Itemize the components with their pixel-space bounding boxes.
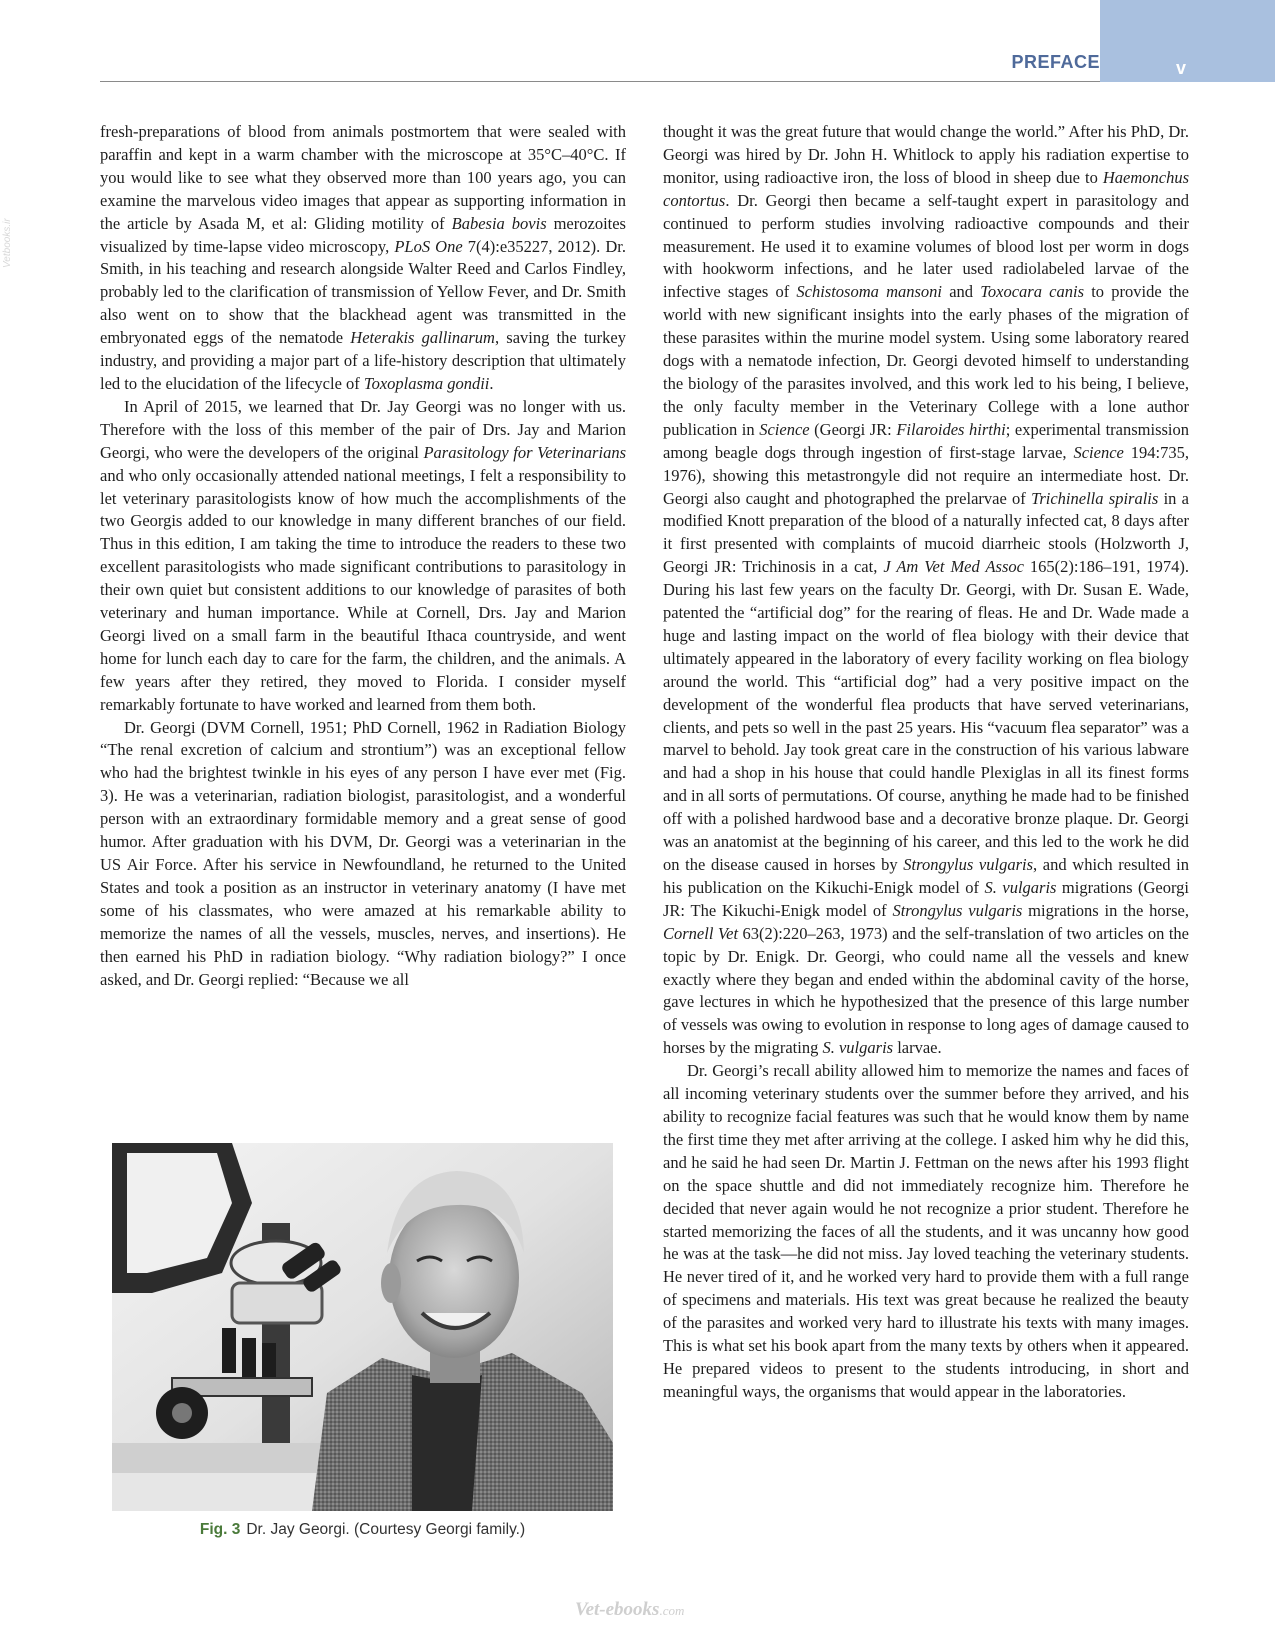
figure-caption bbox=[112, 1521, 613, 1539]
portrait-illustration bbox=[112, 1143, 613, 1511]
running-head-section: PREFACE bbox=[1011, 52, 1100, 72]
paragraph: Dr. Georgi’s recall ability allowed him to memorize the names and faces of all incoming veterinary students over the summer before they arrived, and his ability to recognize facial features was such that he would know them by name the first time they met after arriving at the college. I asked him why he did this, and he said he had seen Dr. Martin J. Fettman on the news after his 1993 flight on the space shuttle and did not immediately recognize him. Therefore he decided that never again would he not recognize a prior student. Therefore he started memorizing the faces of all the students, and it was uncanny how good he was at the task—he did not miss. Jay loved teaching the veterinary students. He never tired of it, and he worked very hard to provide them with a full range of specimens and materials. His text was great because he realized the beauty of the parasites and worked very hard to illustrate his texts with many images. This is what set his book apart from the many texts by others when it appeared. He prepared videos to present to the students introducing, in short and meaningful ways, the organisms that would appear in the laboratories. bbox=[663, 1061, 1189, 1401]
paragraph: thought it was the great future that would change the world.” After his PhD, Dr. Georgi was hired by Dr. John H. Whitlock to apply his radiation expertise to monitor, using radioactive iron, the loss of blood in sheep due to Haemonchus contortus. Dr. Georgi then became a self-taught expert in parasitology and continued to perform studies involving radioactive compounds and their measurement. He used it to examine volumes of blood lost per worm in dogs with hookworm infections, and he later used radiolabeled larvae of the infective stages of Schistosoma mansoni and Toxocara canis to provide the world with new significant insights into the early phases of the migration of these parasites within the murine model system. Using some laboratory reared dogs with a nematode infection, Dr. Georgi devoted himself to understanding the biology of the parasites involved, and this work led to his being, I believe, the only faculty member in the Veterinary College with a lone author publication in Science (Georgi JR: Filaroides hirthi; experimental transmission among beagle dogs through ingestion of first-stage larvae, Science 194:735, 1976), showing this metastrongyle did not require an intermediate host. Dr. Georgi also caught and photographed the prelarvae of Trichinella spiralis in a modified Knott preparation of the blood of a naturally infected cat, 8 days after it first presented with complaints of mucoid diarrheic stools (Holzworth J, Georgi JR: Trichinosis in a cat, J Am Vet Med Assoc 165(2):186–191, 1974). During his last few years on the faculty Dr. Georgi, with Dr. Susan E. Wade, patented the “artificial dog” for the rearing of fleas. He and Dr. Wade made a huge and lasting impact on the world of flea biology with their device that ultimately appeared in the laboratory of every facility working on flea biology around the world. This “artificial dog” had a very positive impact on the development of the wonderful flea products that have served veterinarians, clients, and pets so well in the past 25 years. His “vacuum flea separator” was a marvel to behold. Jay took great care in the construction of his various labware and had a shop in his house that could handle Plexiglas in all its finest forms and in all sorts of permutations. Of course, anything he made had to be finished off with a polished hardwood base and a decorative bronze plaque. Dr. Georgi was an anatomist at the beginning of his career, and this led to the work he did on the disease caused in horses by Strongylus vulgaris, and which resulted in his publication on the Kikuchi-Enigk model of S. vulgaris migrations (Georgi JR: The Kikuchi-Enigk model of Strongylus vulgaris migrations in the horse, Cornell Vet 63(2):220–263, 1973) and the self-translation of two articles on the topic by Dr. Enigk. Dr. Georgi, who could name all the vessels and knew exactly where they began and ended within the abdominal cavity of the horse, gave lectures in which he hypothesized that the presence of this large number of vessels was owing to evolution in response to long ages of damage caused to horses by the migrating S. vulgaris larvae. bbox=[663, 122, 1190, 1058]
page-number-tab bbox=[1100, 0, 1275, 82]
header-rule bbox=[100, 81, 1100, 82]
figure-3 bbox=[112, 1143, 613, 1539]
footer-watermark: Vet-ebooks.com bbox=[575, 1599, 685, 1620]
side-watermark: Vetbooks.ir bbox=[2, 218, 13, 268]
left-column bbox=[100, 121, 626, 991]
paragraph: In April of 2015, we learned that Dr. Jay Georgi was no longer with us. Therefore with the loss of this member of the pair of Drs. Jay and Marion Georgi, who were the developers of the original Parasitology for Veterinarians and who only occasionally attended national meetings, I felt a responsibility to let veterinary parasitologists know of how much the accomplishments of the two Georgis added to our knowledge in many different branches of our field. Thus in this edition, I am taking the time to introduce the readers to these two excellent parasitologists who made significant contributions to parasitology in their own quiet but consistent additions to our knowledge of parasites of both veterinary and human importance. While at Cornell, Drs. Jay and Marion Georgi lived on a small farm in the beautiful Ithaca countryside, and went home for lunch each day to care for the farm, the children, and the animals. A few years after they retired, they moved to Florida. I consider myself remarkably fortunate to have worked and learned from them both. bbox=[100, 396, 626, 714]
figure-label: Fig. 3 bbox=[199, 1521, 241, 1538]
caption-text: Dr. Jay Georgi. (Courtesy Georgi family.) bbox=[246, 1521, 526, 1538]
portrait-photo bbox=[112, 1143, 613, 1511]
paragraph: Dr. Georgi (DVM Cornell, 1951; PhD Cornell, 1962 in Radiation Biology “The renal excretion of calcium and strontium”) was an exceptional fellow who had the brightest twinkle in his eyes of any person I have ever met (Fig. 3). He was a veterinarian, radiation biologist, parasitologist, and a wonderful person with an extraordinary formidable memory and a great sense of good humor. After graduation with his DVM, Dr. Georgi was a veterinarian in the US Air Force. After his service in Newfoundland, he returned to the United States and took a position as an instructor in veterinary anatomy (I have met some of his classmates, who were amazed at his remarkable ability to memorize the names of all the vessels, muscles, nerves, and insertions). He then earned his PhD in radiation biology. “Why radiation biology?” I once asked, and Dr. Georgi replied: “Because we all bbox=[100, 717, 626, 989]
right-column bbox=[663, 121, 1189, 1404]
page-number: v bbox=[1176, 58, 1187, 78]
paragraph: fresh-preparations of blood from animals postmortem that were sealed with paraffin and kept in a warm chamber with the microscope at 35°C–40°C. If you would like to see what they observed more than 100 years ago, you can examine the marvelous video images that appear as supporting information in the article by Asada M, et al: Gliding motility of Babesia bovis merozoites visualized by time-lapse video microscopy, PLoS One 7(4):e35227, 2012). Dr. Smith, in his teaching and research alongside Walter Reed and Carlos Findley, probably led to the clarification of transmission of Yellow Fever, and Dr. Smith also went on to show that the blackhead agent was transmitted in the embryonated eggs of the nematode Heterakis gallinarum, saving the turkey industry, and providing a major part of a life-history description that ultimately led to the elucidation of the lifecycle of Toxoplasma gondii. bbox=[100, 122, 627, 393]
